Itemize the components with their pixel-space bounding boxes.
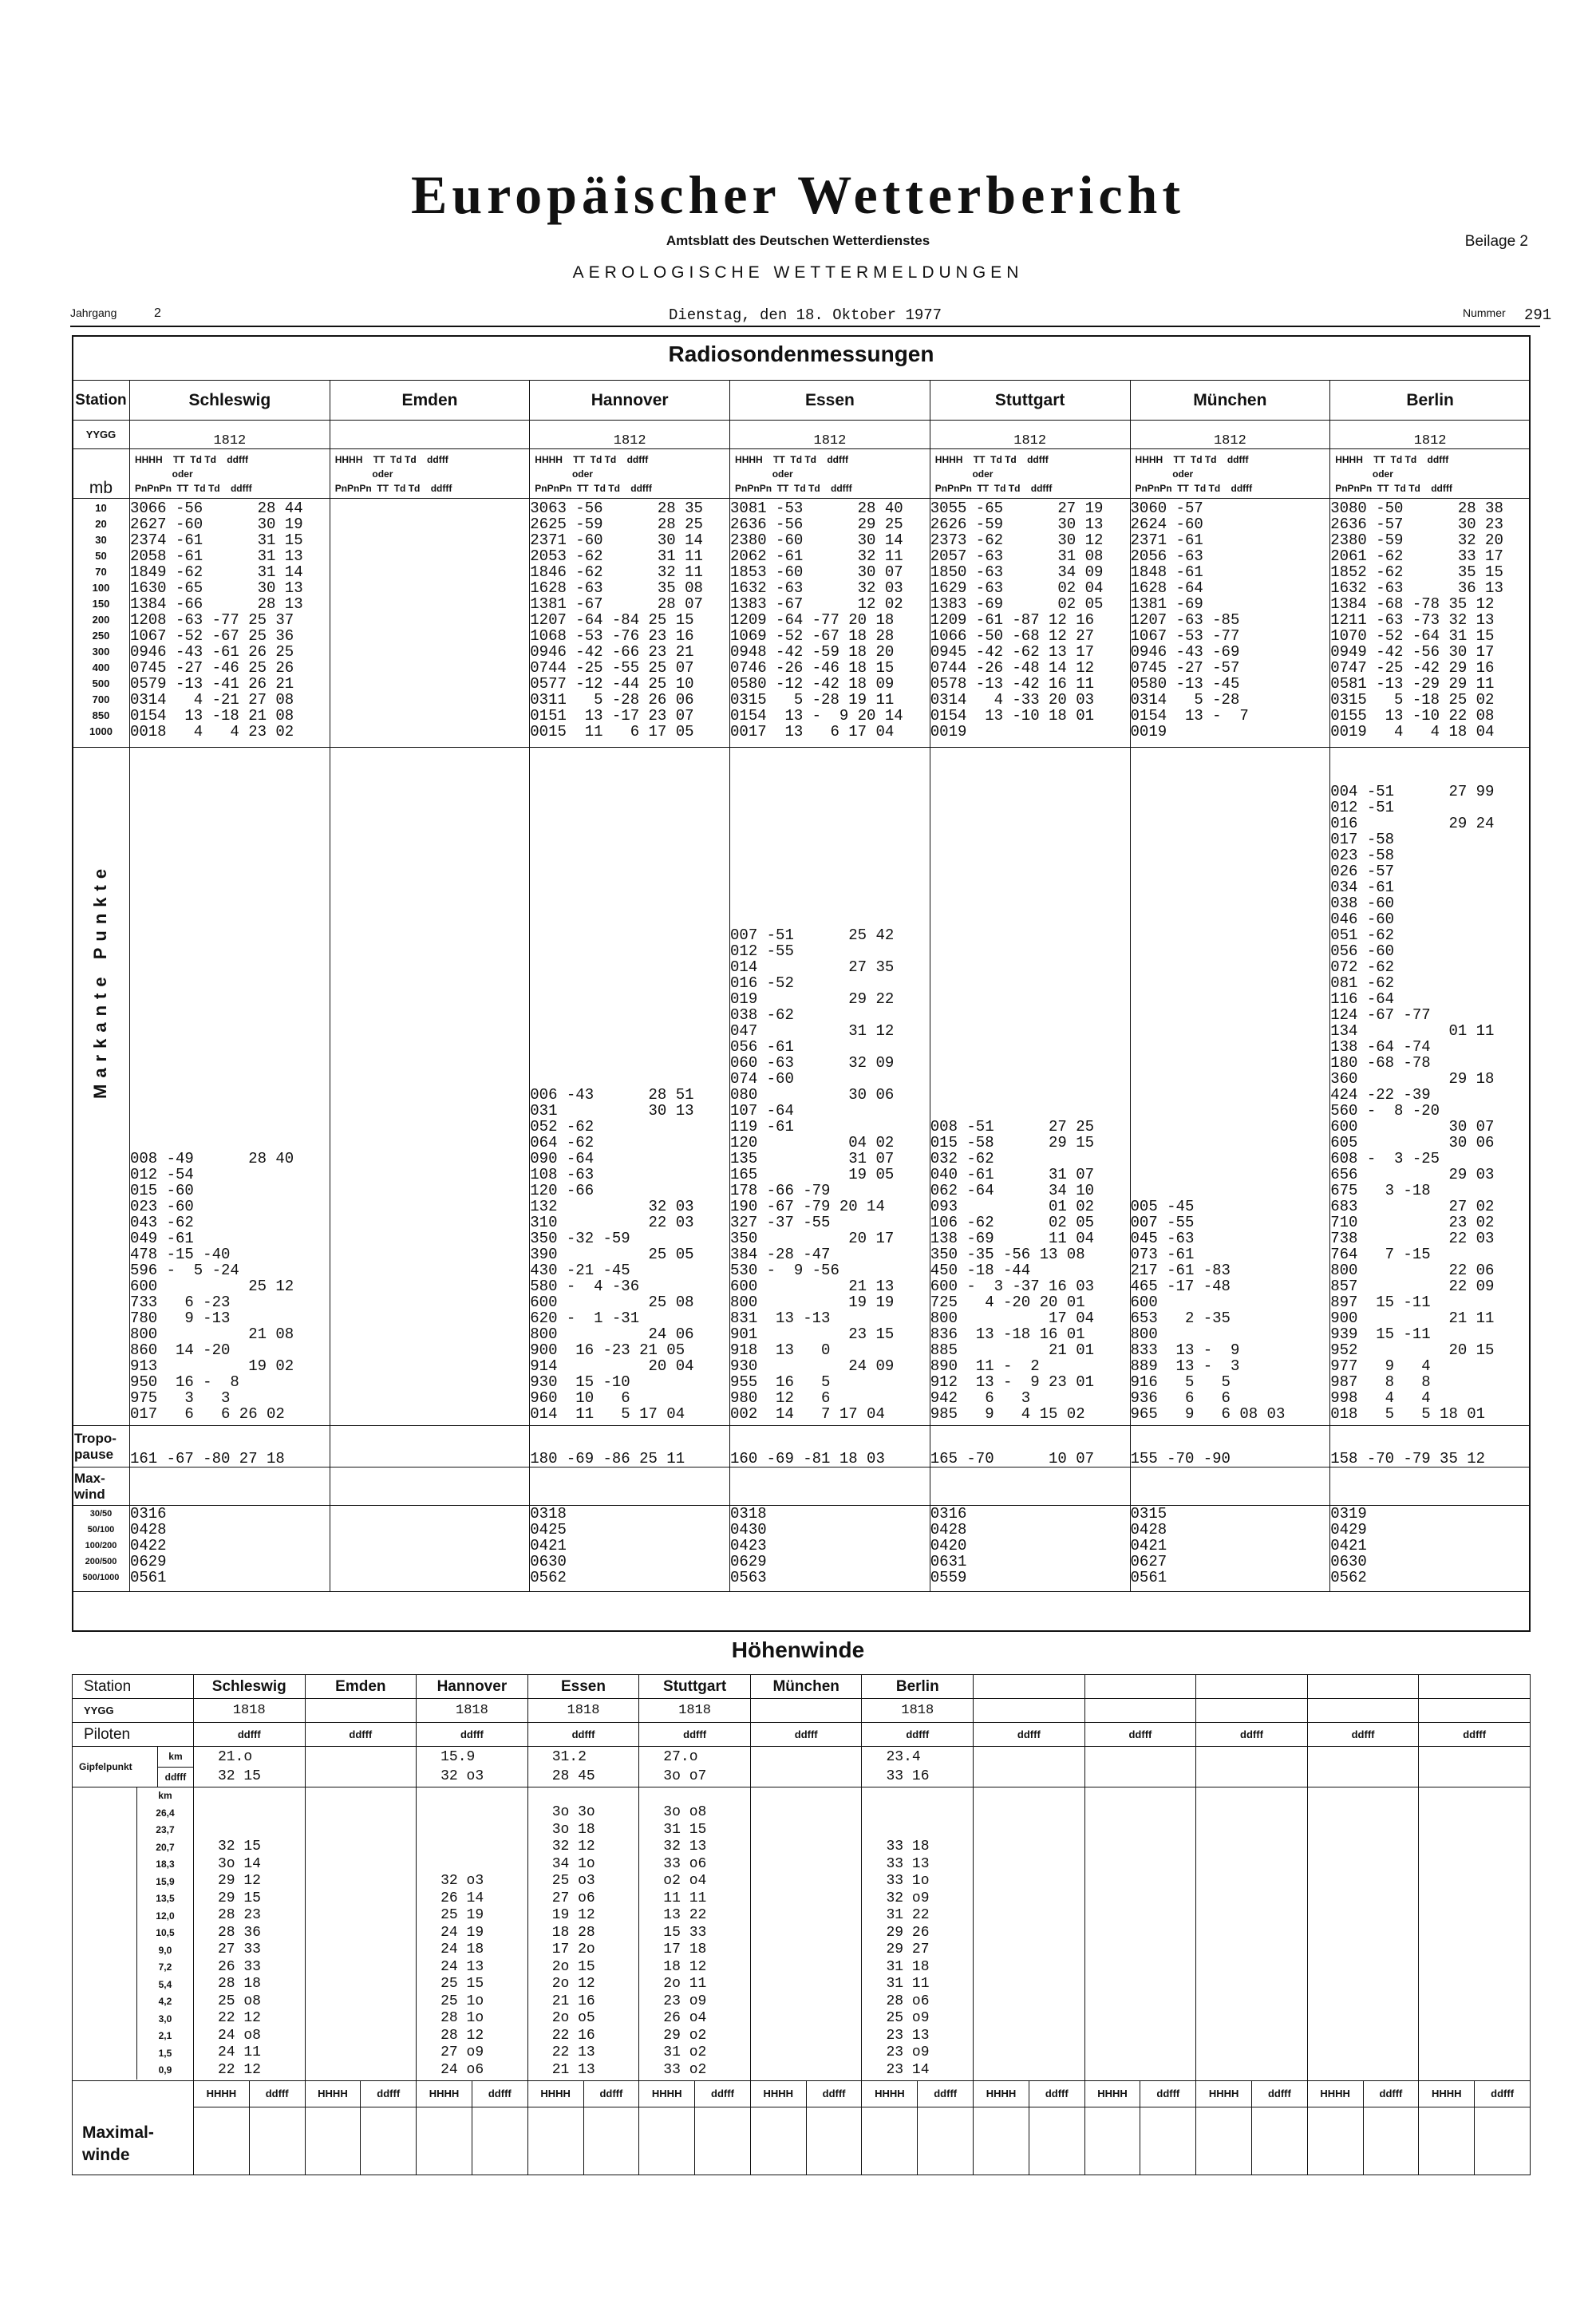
ddfff-header: ddfff <box>1307 1723 1419 1747</box>
nummer-label: Nummer <box>1463 306 1506 319</box>
station-name: Schleswig <box>129 381 330 421</box>
standard-level-data <box>330 499 530 748</box>
maxwind-data <box>930 1467 1130 1506</box>
station-name: Hannover <box>530 381 730 421</box>
maximalwinde-cell <box>1196 2081 1308 2175</box>
layer-labels: 30/50 50/100 100/200 200/500 500/1000 <box>73 1506 130 1592</box>
hhhh-header: HHHH <box>194 2081 250 2107</box>
tropopause-data: 158 -70 -79 35 12 <box>1330 1426 1531 1467</box>
hw-yygg-label: YYGG <box>73 1699 194 1723</box>
gipfel-values <box>1419 1747 1531 1787</box>
gipfel-values: 21.o 32 15 <box>193 1747 305 1787</box>
height-level-list: km 26,4 23,7 20,7 18,3 15,9 13,5 12,0 10,5 9,0 7,2 5,4 4,2 3,0 2,1 1,5 0,9 <box>136 1787 193 2080</box>
issue-date: Dienstag, den 18. Oktober 1977 <box>669 306 942 324</box>
wind-profile-data: 3o o8 31 15 32 13 33 o6 o2 o4 11 11 13 22 15 33 17 18 18 12 2o 11 23 o9 26 o4 29 o2 31 o2 33 o2 <box>639 1787 751 2081</box>
gipfel-values: 23.4 33 16 <box>862 1747 974 1787</box>
hhhh-header: HHHH <box>417 2081 472 2107</box>
hw-yygg-value: 1818 <box>639 1699 751 1723</box>
hw-station-name <box>974 1675 1085 1699</box>
significant-level-data: 007 -51 25 42 012 -55 014 27 35 016 -52 019 29 22 038 -62 047 31 12 056 -61 060 -63 32 09 074 -60 080 30 06 107 -64 119 -61 120 04 02 135 31 07 165 19 05 178 -66 -79 190 -67 -79 20 14 327 -37 -55 350 20 17 384 -28 -47 530 - 9 -56 600 21 13 800 19 19 831 13 -13 901 23 15 918 13 0 930 24 09 955 16 5 980 12 6 002 14 7 17 04 <box>730 748 930 1426</box>
maxwind-data <box>1330 1467 1531 1506</box>
ddfff-header: ddfff <box>934 2088 958 2100</box>
ddfff-header: ddfff <box>1379 2088 1403 2100</box>
ddfff-header: ddfff <box>488 2088 512 2100</box>
wind-profile-data <box>1307 1787 1419 2081</box>
gipfel-values <box>305 1747 417 1787</box>
station-label: Station <box>73 381 130 421</box>
hw-yygg-value: 1818 <box>527 1699 639 1723</box>
column-header: HHHH TT Td Td ddfff oder PnPnPn TT Td Td ddfff <box>730 449 930 499</box>
standard-level-data: 3066 -56 28 44 2627 -60 30 19 2374 -61 31 15 2058 -61 31 13 1849 -62 31 14 1630 -65 30 13 1384 -66 28 13 1208 -63 -77 25 37 1067 -52 -67 25 36 0946 -43 -61 26 25 0745 -27 -46 25 26 0579 -13 -41 26 21 0314 4 -21 27 08 0154 13 -18 21 08 0018 4 4 23 02 <box>129 499 330 748</box>
wind-profile-data: 32 15 3o 14 29 12 29 15 28 23 28 36 27 33 26 33 28 18 25 o8 22 12 24 o8 24 11 22 12 <box>193 1787 305 2081</box>
hw-yygg-value: 1818 <box>193 1699 305 1723</box>
standard-level-data: 3080 -50 28 38 2636 -57 30 23 2380 -59 32 20 2061 -62 33 17 1852 -62 35 15 1632 -63 36 13 1384 -68 -78 35 12 1211 -63 -73 32 13 1070 -52 -64 31 15 0949 -42 -56 30 17 0747 -25 -42 29 16 0581 -13 -29 29 11 0315 5 -18 25 02 0155 13 -10 22 08 0019 4 4 18 04 <box>1330 499 1531 748</box>
wind-profile-data <box>974 1787 1085 2081</box>
hw-station-name <box>1307 1675 1419 1699</box>
maximalwinde-cell <box>1419 2081 1531 2175</box>
hw-station-name: Schleswig <box>193 1675 305 1699</box>
hw-station-name: Berlin <box>862 1675 974 1699</box>
hhhh-header: HHHH <box>974 2081 1029 2107</box>
hw-yygg-value <box>1084 1699 1196 1723</box>
ddfff-header: ddfff <box>417 1723 528 1747</box>
layer-wind-data: 0316 0428 0420 0631 0559 <box>930 1506 1130 1592</box>
significant-level-data: 008 -51 27 25 015 -58 29 15 032 -62 040 -61 31 07 062 -64 34 10 093 01 02 106 -62 02 05 138 -69 11 04 350 -35 -56 13 08 450 -18 -44 600 - 3 -37 16 03 725 4 -20 20 01 800 17 04 836 13 -18 16 01 885 21 01 890 11 - 2 912 13 - 9 23 01 942 6 3 985 9 4 15 02 <box>930 748 1130 1426</box>
wind-profile-data <box>1196 1787 1308 2081</box>
standard-level-data: 3055 -65 27 19 2626 -59 30 13 2373 -62 30 12 2057 -63 31 08 1850 -63 34 09 1629 -63 02 04 1383 -69 02 05 1209 -61 -87 12 16 1066 -50 -68 12 27 0945 -42 -62 13 17 0744 -26 -48 14 12 0578 -13 -42 16 11 0314 4 -33 20 03 0154 13 -10 18 01 0019 <box>930 499 1130 748</box>
maxwind-data <box>1130 1467 1330 1506</box>
hoehenwinde-title: Höhenwinde <box>731 1637 865 1662</box>
yygg-value: 1812 <box>129 421 330 449</box>
column-header: HHHH TT Td Td ddfff oder PnPnPn TT Td Td ddfff <box>129 449 330 499</box>
hw-station-name <box>1419 1675 1531 1699</box>
hw-yygg-value <box>974 1699 1085 1723</box>
standard-level-data: 3063 -56 28 35 2625 -59 28 25 2371 -60 30 14 2053 -62 31 11 1846 -62 32 11 1628 -63 35 08 1381 -67 28 07 1207 -64 -84 25 15 1068 -53 -76 23 16 0946 -42 -66 23 21 0744 -25 -55 25 07 0577 -12 -44 25 10 0311 5 -28 26 06 0151 13 -17 23 07 0015 11 6 17 05 <box>530 499 730 748</box>
ddfff-header: ddfff <box>599 2088 623 2100</box>
jahrgang-label: Jahrgang <box>70 306 117 319</box>
hhhh-header: HHHH <box>1308 2081 1364 2107</box>
document-subtitle: Amtsblatt des Deutschen Wetterdienstes <box>666 233 930 248</box>
tropopause-data: 161 -67 -80 27 18 <box>129 1426 330 1467</box>
maximalwinde-cell <box>1307 2081 1419 2175</box>
wind-profile-data: 3o 3o 3o 18 32 12 34 1o 25 o3 27 o6 19 12 18 28 17 2o 2o 15 2o 12 21 16 2o o5 22 16 22 13 21 13 <box>527 1787 639 2081</box>
ddfff-header: ddfff <box>639 1723 751 1747</box>
station-name: Emden <box>330 381 530 421</box>
hw-station-name: Emden <box>305 1675 417 1699</box>
ddfff-header: ddfff <box>862 1723 974 1747</box>
piloten-label: Piloten <box>73 1723 194 1747</box>
gipfel-ddfff-label: ddfff <box>164 1772 187 1783</box>
hw-station-name: Essen <box>527 1675 639 1699</box>
maximalwinde-cell <box>1084 2081 1196 2175</box>
yygg-value: 1812 <box>930 421 1130 449</box>
ddfff-header: ddfff <box>974 1723 1085 1747</box>
column-header: HHHH TT Td Td ddfff oder PnPnPn TT Td Td ddfff <box>1330 449 1531 499</box>
ddfff-header: ddfff <box>1156 2088 1180 2100</box>
ddfff-header: ddfff <box>822 2088 846 2100</box>
tropopause-data: 180 -69 -86 25 11 <box>530 1426 730 1467</box>
yygg-value: 1812 <box>1330 421 1531 449</box>
hoehenwinde-grid <box>72 1674 1531 2175</box>
column-header: HHHH TT Td Td ddfff oder PnPnPn TT Td Td ddfff <box>930 449 1130 499</box>
tropopause-label: Tropo- pause <box>73 1426 130 1467</box>
gipfelpunkt-label <box>73 1747 194 1787</box>
height-levels <box>73 1787 194 2081</box>
column-header: HHHH TT Td Td ddfff oder PnPnPn TT Td Td ddfff <box>1130 449 1330 499</box>
maximalwinde-cell <box>750 2081 862 2175</box>
hw-yygg-value <box>1307 1699 1419 1723</box>
hhhh-header: HHHH <box>639 2081 695 2107</box>
hw-yygg-value: 1818 <box>417 1699 528 1723</box>
wind-profile-data <box>1084 1787 1196 2081</box>
ddfff-header: ddfff <box>1491 2088 1515 2100</box>
station-name: Stuttgart <box>930 381 1130 421</box>
layer-wind-data: 0319 0429 0421 0630 0562 <box>1330 1506 1531 1592</box>
hw-station-name: München <box>750 1675 862 1699</box>
gipfel-values <box>974 1747 1085 1787</box>
hw-yygg-value <box>1196 1699 1308 1723</box>
document-title: Europäischer Wetterbericht <box>410 164 1185 225</box>
yygg-label: YYGG <box>73 421 130 449</box>
tropopause-data: 160 -69 -81 18 03 <box>730 1426 930 1467</box>
maximalwinde-cell <box>862 2081 974 2175</box>
layer-wind-data <box>330 1506 530 1592</box>
significant-level-data <box>330 748 530 1426</box>
hw-yygg-value: 1818 <box>862 1699 974 1723</box>
jahrgang-value: 2 <box>154 306 161 320</box>
hw-station-label: Station <box>73 1675 194 1699</box>
layer-wind-data: 0318 0430 0423 0629 0563 <box>730 1506 930 1592</box>
maximalwinde-label: Maximal- winde <box>73 2081 194 2175</box>
hhhh-header: HHHH <box>1419 2081 1475 2107</box>
significant-level-data: 004 -51 27 99 012 -51 016 29 24 017 -58 023 -58 026 -57 034 -61 038 -60 046 -60 051 -62 056 -60 072 -62 081 -62 116 -64 124 -67 -77 134 01 11 138 -64 -74 180 -68 -78 360 29 18 424 -22 -39 560 - 8 -20 600 30 07 605 30 06 608 - 3 -25 656 29 03 675 3 -18 683 27 02 710 23 02 738 22 03 764 7 -15 800 22 06 857 22 09 897 15 -11 900 21 11 939 15 -11 952 20 15 977 9 4 987 8 8 998 4 4 018 5 5 18 01 <box>1330 748 1531 1426</box>
layer-wind-data: 0318 0425 0421 0630 0562 <box>530 1506 730 1592</box>
hhhh-header: HHHH <box>751 2081 807 2107</box>
mb-label: mb <box>73 449 130 499</box>
ddfff-header: ddfff <box>527 1723 639 1747</box>
radiosonde-grid <box>72 380 1531 1592</box>
hw-yygg-value <box>305 1699 417 1723</box>
maximalwinde-cell <box>417 2081 528 2175</box>
significant-level-data: 008 -49 28 40 012 -54 015 -60 023 -60 043 -62 049 -61 478 -15 -40 596 - 5 -24 600 25 12 733 6 -23 780 9 -13 800 21 08 860 14 -20 913 19 02 950 16 - 8 975 3 3 017 6 6 26 02 <box>129 748 330 1426</box>
gipfel-values: 27.o 3o o7 <box>639 1747 751 1787</box>
hw-yygg-value <box>1419 1699 1531 1723</box>
ddfff-header: ddfff <box>1196 1723 1308 1747</box>
ddfff-header: ddfff <box>1267 2088 1291 2100</box>
column-header: HHHH TT Td Td ddfff oder PnPnPn TT Td Td ddfff <box>330 449 530 499</box>
hw-station-name <box>1196 1675 1308 1699</box>
ddfff-header: ddfff <box>305 1723 417 1747</box>
maximalwinde-cell <box>193 2081 305 2175</box>
hhhh-header: HHHH <box>862 2081 918 2107</box>
wind-profile-data <box>305 1787 417 2081</box>
wind-profile-data: 32 o3 26 14 25 19 24 19 24 18 24 13 25 15 25 1o 28 1o 28 12 27 o9 24 o6 <box>417 1787 528 2081</box>
hhhh-header: HHHH <box>306 2081 361 2107</box>
gipfel-values <box>1084 1747 1196 1787</box>
standard-level-data: 3081 -53 28 40 2636 -56 29 25 2380 -60 30 14 2062 -61 32 11 1853 -60 30 07 1632 -63 32 03 1383 -67 12 02 1209 -64 -77 20 18 1069 -52 -67 18 28 0948 -42 -59 18 20 0746 -26 -46 18 15 0580 -12 -42 18 09 0315 5 -28 19 11 0154 13 - 9 20 14 0017 13 6 17 04 <box>730 499 930 748</box>
maxwind-data <box>730 1467 930 1506</box>
hhhh-header: HHHH <box>1196 2081 1252 2107</box>
gipfel-values: 31.2 28 45 <box>527 1747 639 1787</box>
hw-yygg-value <box>750 1699 862 1723</box>
hw-station-name: Stuttgart <box>639 1675 751 1699</box>
yygg-value: 1812 <box>730 421 930 449</box>
ddfff-header: ddfff <box>750 1723 862 1747</box>
gipfel-values: 15.9 32 o3 <box>417 1747 528 1787</box>
ddfff-header: ddfff <box>711 2088 734 2100</box>
hhhh-header: HHHH <box>1085 2081 1141 2107</box>
maxwind-data <box>129 1467 330 1506</box>
maximalwinde-cell <box>527 2081 639 2175</box>
hw-station-name: Hannover <box>417 1675 528 1699</box>
wind-profile-data <box>1419 1787 1531 2081</box>
layer-wind-data: 0315 0428 0421 0627 0561 <box>1130 1506 1330 1592</box>
ddfff-header: ddfff <box>265 2088 289 2100</box>
maxwind-label: Max- wind <box>73 1467 130 1506</box>
gipfel-values <box>1196 1747 1308 1787</box>
significant-level-data: 006 -43 28 51 031 30 13 052 -62 064 -62 090 -64 108 -63 120 -66 132 32 03 310 22 03 350 -32 -59 390 25 05 430 -21 -45 580 - 4 -36 600 25 08 620 - 1 -31 800 24 06 900 16 -23 21 05 914 20 04 930 15 -10 960 10 6 014 11 5 17 04 <box>530 748 730 1426</box>
column-header: HHHH TT Td Td ddfff oder PnPnPn TT Td Td ddfff <box>530 449 730 499</box>
maximalwinde-cell <box>974 2081 1085 2175</box>
tropopause-data: 165 -70 10 07 <box>930 1426 1130 1467</box>
maximalwinde-cell <box>305 2081 417 2175</box>
station-name: Berlin <box>1330 381 1531 421</box>
station-name: München <box>1130 381 1330 421</box>
ddfff-header: ddfff <box>1045 2088 1069 2100</box>
hhhh-header: HHHH <box>528 2081 584 2107</box>
gipfel-km-label: km <box>158 1747 193 1768</box>
section-heading: AEROLOGISCHE WETTERMELDUNGEN <box>572 263 1024 282</box>
maximalwinde-cell <box>639 2081 751 2175</box>
station-name: Essen <box>730 381 930 421</box>
beilage-label: Beilage 2 <box>1464 233 1528 250</box>
ddfff-header: ddfff <box>1084 1723 1196 1747</box>
tropopause-data: 155 -70 -90 <box>1130 1426 1330 1467</box>
gipfelpunkt-text: Gipfelpunkt <box>79 1761 132 1772</box>
ddfff-header: ddfff <box>193 1723 305 1747</box>
wind-profile-data: 33 18 33 13 33 1o 32 o9 31 22 29 26 29 27 31 18 31 11 28 o6 25 o9 23 13 23 o9 23 14 <box>862 1787 974 2081</box>
yygg-value: 1812 <box>530 421 730 449</box>
layer-wind-data: 0316 0428 0422 0629 0561 <box>129 1506 330 1592</box>
markante-punkte-text: Markante Punkte <box>90 862 111 1099</box>
gipfel-values <box>1307 1747 1419 1787</box>
wind-profile-data <box>750 1787 862 2081</box>
gipfel-values <box>750 1747 862 1787</box>
significant-level-data: 005 -45 007 -55 045 -63 073 -61 217 -61 -83 465 -17 -48 600 653 2 -35 800 833 13 - 9 889 13 - 3 916 5 5 936 6 6 965 9 6 08 03 <box>1130 748 1330 1426</box>
ddfff-header: ddfff <box>377 2088 401 2100</box>
maxwind-data <box>330 1467 530 1506</box>
tropopause-data <box>330 1426 530 1467</box>
markante-punkte-label <box>73 748 130 1426</box>
maxwind-data <box>530 1467 730 1506</box>
standard-level-data: 3060 -57 2624 -60 2371 -61 2056 -63 1848 -61 1628 -64 1381 -69 1207 -63 -85 1067 -53 -77 0946 -43 -69 0745 -27 -57 0580 -13 -45 0314 5 -28 0154 13 - 7 0019 <box>1130 499 1330 748</box>
yygg-value <box>330 421 530 449</box>
ddfff-header: ddfff <box>1419 1723 1531 1747</box>
yygg-value: 1812 <box>1130 421 1330 449</box>
hw-station-name <box>1084 1675 1196 1699</box>
radiosonde-title: Radiosondenmessungen <box>668 342 934 366</box>
pressure-levels: 10 20 30 50 70 100 150 200 250 300 400 500 700 850 1000 <box>73 499 130 748</box>
issue-info-row <box>70 305 1552 327</box>
nummer-value: 291 <box>1524 306 1552 324</box>
